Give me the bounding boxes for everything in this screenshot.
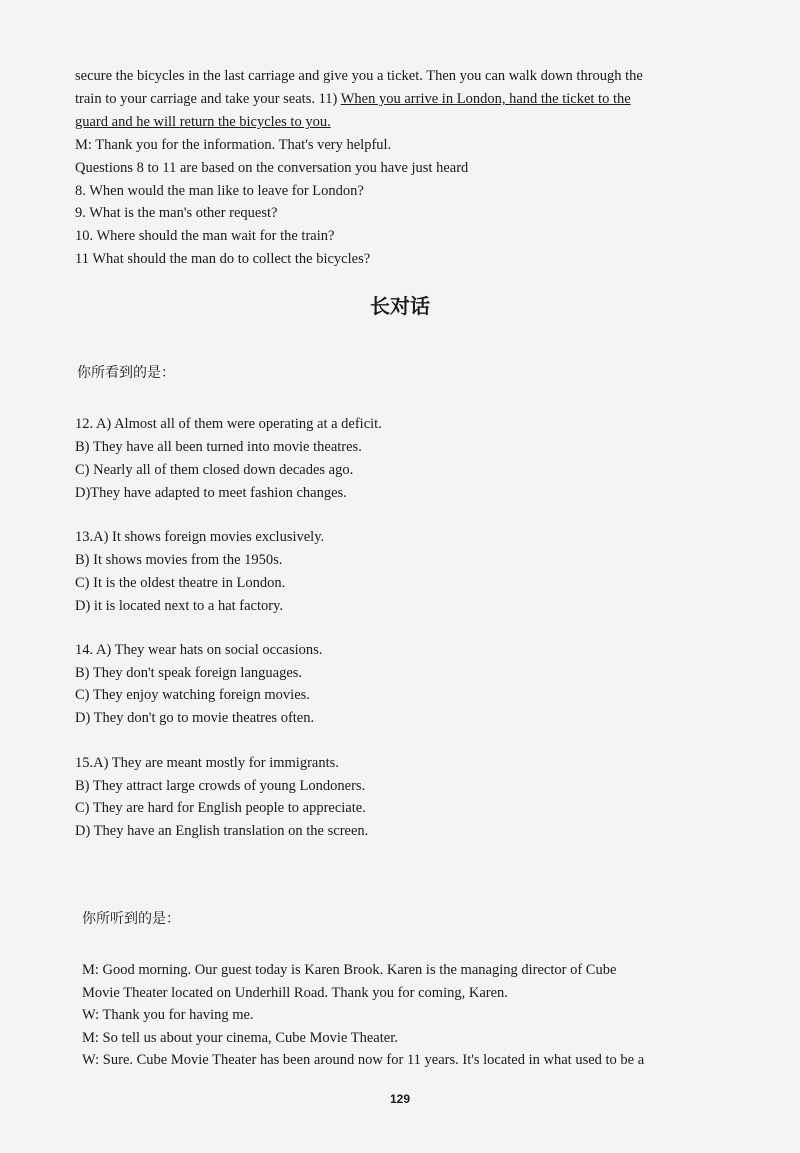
q14-option-d: D) They don't go to movie theatres often. (75, 710, 315, 726)
transcript-line (75, 89, 631, 109)
q13-option-b: B) It shows movies from the 1950s. (75, 552, 283, 568)
questions-intro: Questions 8 to 11 are based on the conversation you have just heard (75, 160, 469, 176)
dialogue-line: W: Sure. Cube Movie Theater has been around now for 11 years. It's located in what used to be a (82, 1052, 645, 1068)
q12-option-a: 12. A) Almost all of them were operating at a deficit. (75, 416, 382, 432)
q12-option-b: B) They have all been turned into movie theatres. (75, 439, 362, 455)
transcript-line: M: Thank you for the information. That's very helpful. (75, 137, 392, 153)
question-8: 8. When would the man like to leave for London? (75, 183, 364, 199)
underlined-answer: guard and he will return the bicycles to you. (75, 114, 331, 130)
q12-option-d: D)They have adapted to meet fashion changes. (75, 485, 347, 501)
question-9: 9. What is the man's other request? (75, 205, 278, 221)
section-title: 长对话 (370, 294, 430, 318)
question-10: 10. Where should the man wait for the train? (75, 228, 335, 244)
q15-option-a: 15.A) They are meant mostly for immigrants. (75, 755, 339, 771)
q13-option-c: C) It is the oldest theatre in London. (75, 575, 286, 591)
q14-option-a: 14. A) They wear hats on social occasions. (75, 642, 323, 658)
underlined-answer: When you arrive in London, hand the ticket to the (340, 91, 631, 107)
transcript-line: secure the bicycles in the last carriage and give you a ticket. Then you can walk down through the (75, 68, 643, 84)
dialogue-line: M: Good morning. Our guest today is Karen Brook. Karen is the managing director of Cube (82, 962, 617, 978)
q12-option-c: C) Nearly all of them closed down decades ago. (75, 462, 354, 478)
dialogue-line: W: Thank you for having me. (82, 1007, 254, 1023)
q14-option-c: C) They enjoy watching foreign movies. (75, 687, 310, 703)
question-11: 11 What should the man do to collect the bicycles? (75, 251, 371, 267)
seen-label: 你所看到的是： (77, 365, 175, 381)
dialogue-line: Movie Theater located on Underhill Road. Thank you for coming, Karen. (82, 985, 508, 1001)
page-number: 129 (389, 1092, 411, 1106)
dialogue-line: M: So tell us about your cinema, Cube Movie Theater. (82, 1030, 398, 1046)
q13-option-a: 13.A) It shows foreign movies exclusively. (75, 529, 325, 545)
heard-label: 你所听到的是： (82, 911, 180, 927)
q15-option-c: C) They are hard for English people to appreciate. (75, 800, 366, 816)
q14-option-b: B) They don't speak foreign languages. (75, 665, 303, 681)
q13-option-d: D) it is located next to a hat factory. (75, 598, 284, 614)
q15-option-d: D) They have an English translation on the screen. (75, 823, 369, 839)
q15-option-b: B) They attract large crowds of young Londoners. (75, 778, 366, 794)
transcript-text: train to your carriage and take your seats. 11) (75, 91, 341, 107)
